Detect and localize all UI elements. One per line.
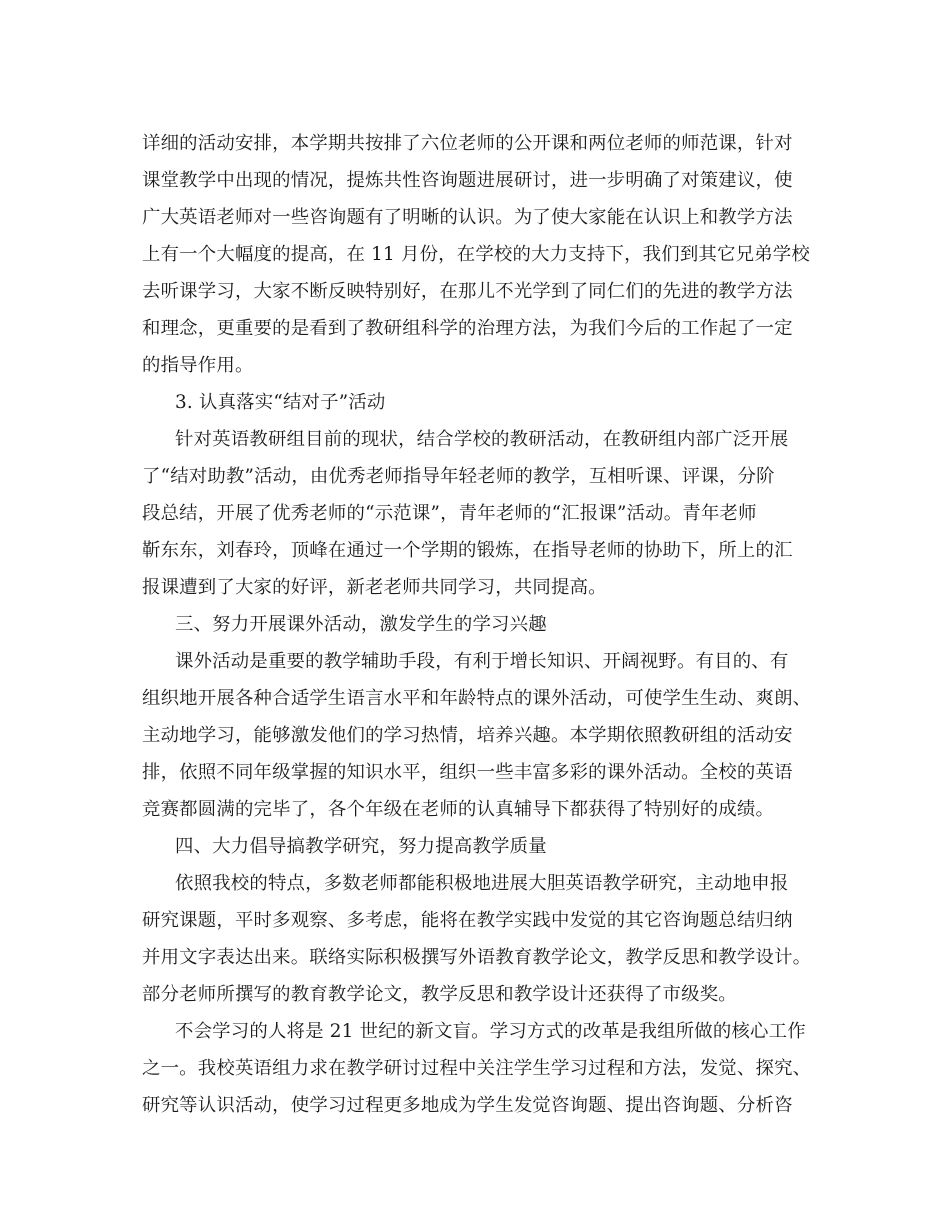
text-line: 组织地开展各种合适学生语言水平和年龄特点的课外活动，可使学生生动、爽朗、 [142, 688, 812, 709]
text-line: 部分老师所撰写的教育教学论文，教学反思和教学设计还获得了市级奖。 [142, 984, 737, 1005]
text-line: 去听课学习，大家不断反映特别好，在那儿不光学到了同仁们的先进的教学方法 [142, 281, 793, 302]
text-line: 研究等认识活动，使学习过程更多地成为学生发觉咨询题、提出咨询题、分析咨 [142, 1095, 793, 1116]
text-line: 详细的活动安排，本学期共按排了六位老师的公开课和两位老师的师范课，针对 [142, 133, 793, 154]
section-heading: 四、大力倡导搞教学研究，努力提高教学质量 [175, 836, 547, 857]
text-line: 之一。我校英语组力求在教学研讨过程中关注学生学习过程和方法，发觉、探究、 [142, 1058, 812, 1079]
text-line: 上有一个大幅度的提高，在 11 月份，在学校的大力支持下，我们到其它兄弟学校 [142, 244, 810, 265]
text-line: 靳东东，刘春玲，顶峰在通过一个学期的锻炼，在指导老师的协助下，所上的汇 [142, 540, 793, 561]
text-line: 竞赛都圆满的完毕了，各个年级在老师的认真辅导下都获得了特别好的成绩。 [142, 799, 775, 820]
section-heading: 3. 认真落实“结对子”活动 [175, 392, 386, 413]
document-body [142, 125, 812, 1124]
paragraph-first-line: 针对英语教研组目前的现状，结合学校的教研活动，在教研组内部广泛开展 [175, 429, 789, 450]
text-line: 段总结，开展了优秀老师的“示范课”，青年老师的“汇报课”活动。青年老师 [142, 503, 757, 524]
text-line: 广大英语老师对一些咨询题有了明晰的认识。为了使大家能在认识上和教学方法 [142, 207, 793, 228]
text-line: 研究课题，平时多观察、多考虑，能将在教学实践中发觉的其它咨询题总结归纳 [142, 910, 793, 931]
paragraph-first-line: 课外活动是重要的教学辅助手段，有利于增长知识、开阔视野。有目的、有 [175, 651, 789, 672]
paragraph-first-line: 依照我校的特点，多数老师都能积极地进展大胆英语教学研究，主动地申报 [175, 873, 789, 894]
text-line: 报课遭到了大家的好评，新老老师共同学习，共同提高。 [142, 577, 607, 598]
text-line: 了“结对助教”活动，由优秀老师指导年轻老师的教学，互相听课、评课，分阶 [142, 466, 775, 487]
text-line: 排，依照不同年级掌握的知识水平，组织一些丰富多彩的课外活动。全校的英语 [142, 762, 793, 783]
text-line: 主动地学习，能够激发他们的学习热情，培养兴趣。本学期依照教研组的活动安 [142, 725, 793, 746]
section-heading: 三、努力开展课外活动，激发学生的学习兴趣 [175, 614, 547, 635]
text-line: 和理念，更重要的是看到了教研组科学的治理方法，为我们今后的工作起了一定 [142, 318, 793, 339]
text-line: 并用文字表达出来。联络实际积极撰写外语教育教学论文，教学反思和教学设计。 [142, 947, 812, 968]
text-line: 课堂教学中出现的情况，提炼共性咨询题进展研讨，进一步明确了对策建议，使 [142, 170, 793, 191]
paragraph-first-line: 不会学习的人将是 21 世纪的新文盲。学习方式的改革是我组所做的核心工作 [175, 1021, 806, 1042]
text-line: 的指导作用。 [142, 355, 254, 376]
